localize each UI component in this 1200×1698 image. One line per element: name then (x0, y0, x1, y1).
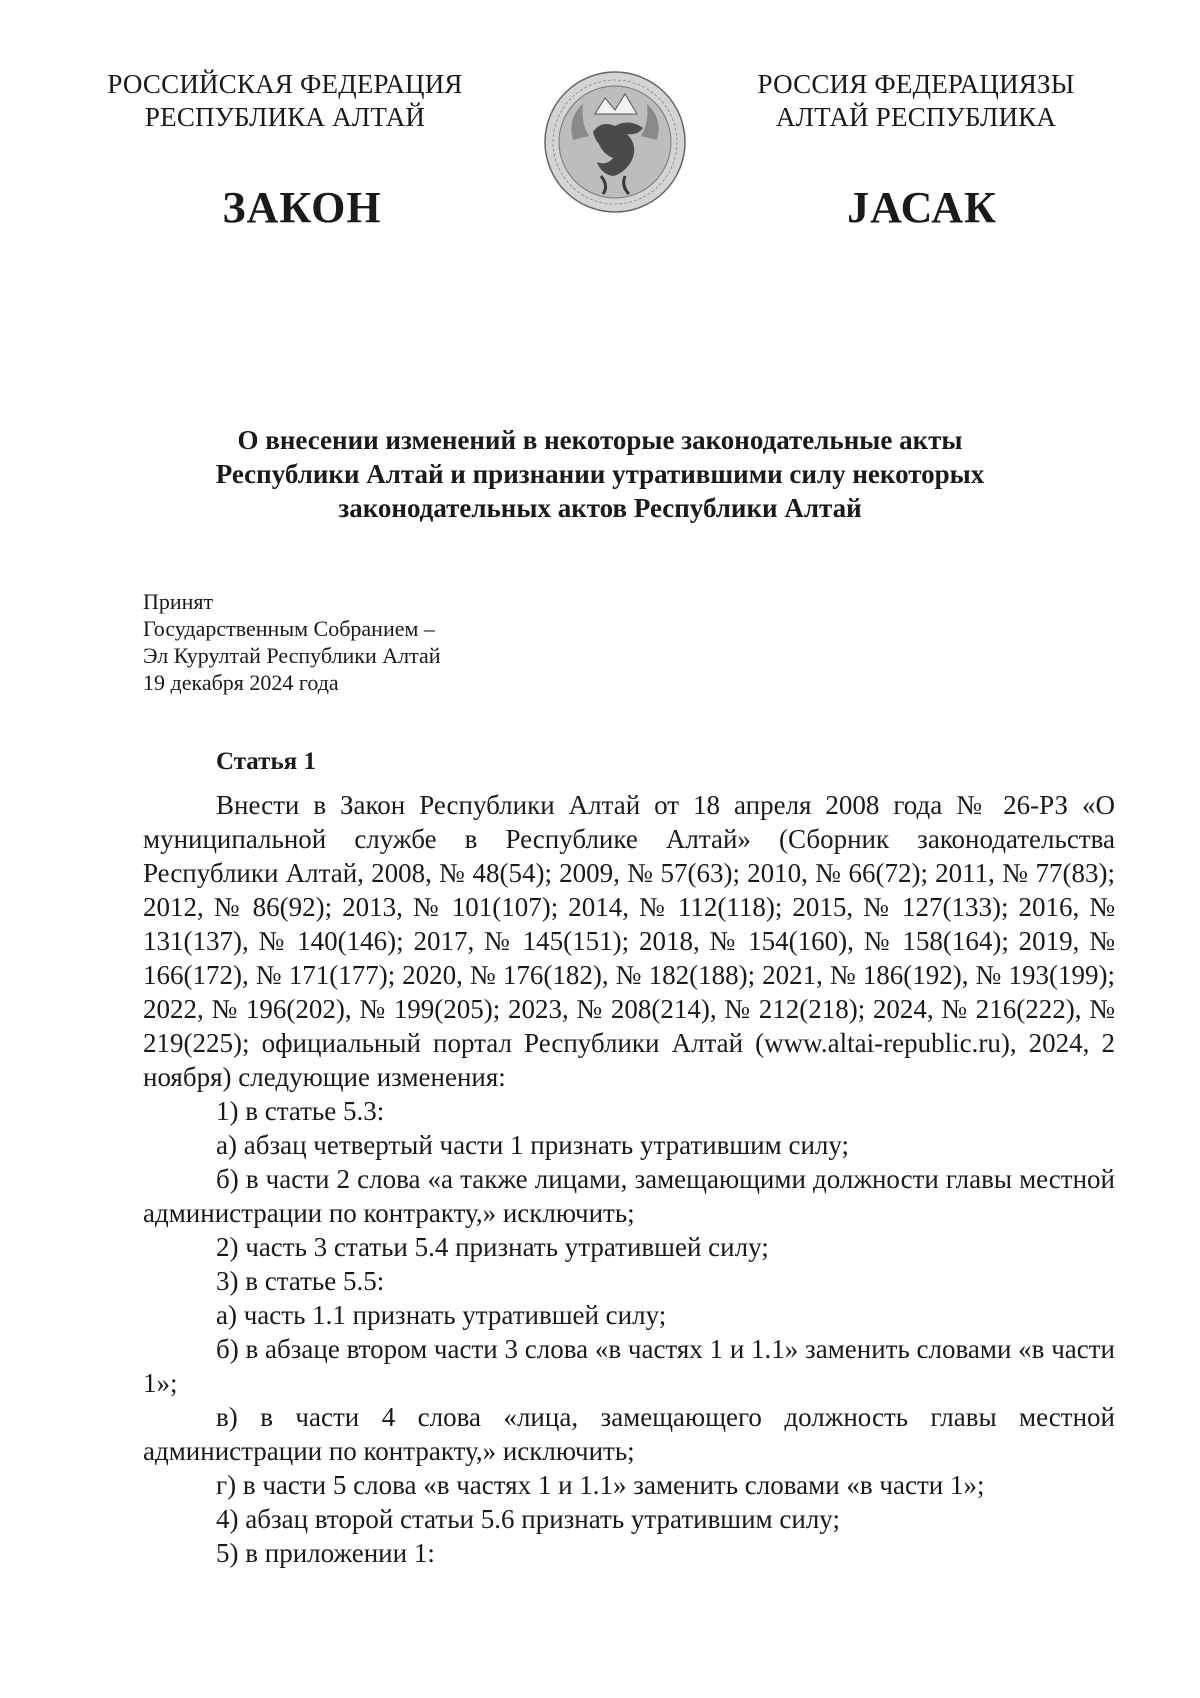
republic-altai-coat-of-arms-icon (543, 70, 687, 214)
article-paragraph: б) в абзаце втором части 3 слова «в частях 1 и 1.1» заменить словами «в части 1»; (143, 1334, 1115, 1398)
law-title-line2: Республики Алтай и признании утратившими силу некоторых (215, 459, 985, 489)
adoption-info (143, 588, 441, 696)
law-title (150, 423, 1050, 525)
article-paragraph: 1) в статье 5.3: (216, 1096, 385, 1126)
adoption-line2: Государственным Собранием – (143, 616, 435, 641)
header-left-block (75, 68, 495, 134)
article-paragraph: Внести в Закон Республики Алтай от 18 апреля 2008 года № 26-РЗ «О муниципальной службе в Республике Алтай» (Сборник законодательства Республики Алтай, 2008, № 48(54); 2009, № 57(63); 2010, № 66(72); 2011, № 77(83); 2012, № 86(92); 2013, № 101(107); 2014, № 112(118); 2015, № 127(133); 2016, № 131(137), № 140(146); 2017, № 145(151); 2018, № 154(160), № 158(164); 2019, № 166(172), № 171(177); 2020, № 176(182), № 182(188); 2021, № 186(192), № 193(199); 2022, № 196(202), № 199(205); 2023, № 208(214), № 212(218); 2024, № 216(222), № 219(225); официальный портал Республики Алтай (www.altai-republic.ru), 2024, 2 ноября) следующие изменения: (143, 790, 1115, 1092)
header-left-line2: РЕСПУБЛИКА АЛТАЙ (144, 102, 426, 132)
doc-type-russian: ЗАКОН (222, 183, 382, 232)
article-paragraph: г) в части 5 слова «в частях 1 и 1.1» заменить словами «в части 1»; (216, 1470, 985, 1500)
article-paragraph: 4) абзац второй статьи 5.6 признать утратившим силу; (216, 1504, 840, 1534)
law-title-line1: О внесении изменений в некоторые законодательные акты (237, 425, 963, 455)
header-right-line2: АЛТАЙ РЕСПУБЛИКА (775, 102, 1057, 132)
law-title-line3: законодательных актов Республики Алтай (338, 493, 862, 523)
header-left-line1: РОССИЙСКАЯ ФЕДЕРАЦИЯ (107, 69, 463, 99)
article-paragraph: а) абзац четвертый части 1 признать утратившим силу; (216, 1130, 850, 1160)
article-paragraph: 5) в приложении 1: (216, 1538, 435, 1568)
article-paragraph: б) в части 2 слова «а также лицами, замещающими должности главы местной администрации по контракту,» исключить; (143, 1164, 1115, 1228)
article-paragraph: 3) в статье 5.5: (216, 1266, 385, 1296)
article-paragraph: 2) часть 3 статьи 5.4 признать утратившей силу; (216, 1232, 769, 1262)
doc-type-altai: JАСАК (847, 183, 997, 232)
article-paragraph: в) в части 4 слова «лица, замещающего должность главы местной администрации по контракту,» исключить; (143, 1402, 1115, 1466)
adoption-line1: Принят (143, 589, 214, 614)
adoption-date: 19 декабря 2024 года (143, 670, 339, 695)
header-right-line1: РОССИЯ ФЕДЕРАЦИЯЗЫ (757, 69, 1075, 99)
article-paragraph: а) часть 1.1 признать утратившей силу; (216, 1300, 667, 1330)
header-right-block (706, 68, 1126, 134)
article-heading: Статья 1 (216, 748, 316, 775)
adoption-line3: Эл Курултай Республики Алтай (143, 643, 441, 668)
article-body (143, 788, 1115, 1570)
